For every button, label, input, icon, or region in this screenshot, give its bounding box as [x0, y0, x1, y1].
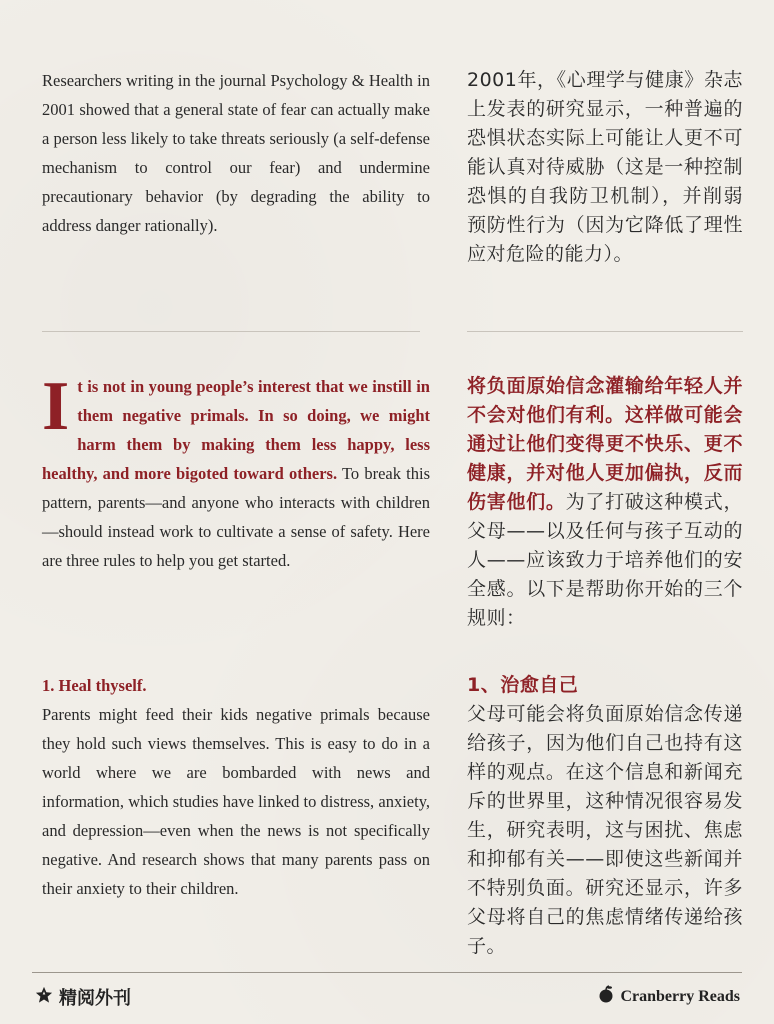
right-divider: [467, 331, 743, 332]
zh-paragraph-2: [467, 372, 743, 633]
zh-paragraph-2-body: 为了打破这种模式，父母——以及任何与孩子互动的人——应该致力于培养他们的安全感。以下是帮助你开始的三个规则：: [467, 491, 743, 629]
star-badge-icon: [35, 986, 53, 1009]
cranberry-icon: [598, 985, 614, 1008]
en-paragraph-2-highlight: t is not in young people’s interest that we instill in them negative primals. In so doing, we might harm them by making them less happy, less healthy, and more bigoted toward others.: [42, 377, 430, 483]
left-divider: [42, 331, 420, 332]
zh-paragraph-3: 父母可能会将负面原始信念传递给孩子，因为他们自己也持有这样的观点。在这个信息和新闻充斥的世界里，这种情况很容易发生，研究表明，这与困扰、焦虑和抑郁有关——即使这些新闻并不特别负面。研究还显示，许多父母将自己的焦虑情绪传递给孩子。: [467, 703, 743, 957]
en-paragraph-2: [42, 368, 430, 575]
zh-paragraph-2-highlight: 将负面原始信念灌输给年轻人并不会对他们有利。这样做可能会通过让他们变得更不快乐、更不健康，并对他人更加偏执，反而伤害他们。: [467, 375, 743, 513]
footer-divider: [32, 972, 742, 973]
drop-cap: I: [42, 368, 70, 445]
zh-paragraph-1: 2001年，《心理学与健康》杂志上发表的研究显示，一种普遍的恐惧状态实际上可能让人更不可能认真对待威胁（这是一种控制恐惧的自我防卫机制），并削弱预防性行为（因为它降低了理性应对危险的能力）。: [467, 69, 743, 265]
en-paragraph-3: Parents might feed their kids negative primals because they hold such views themselves. This is easy to do in a world where we are bombarded with news and information, which studies have linked to distress, anxiety, and depression—even when the news is not specifically negative. And research shows that many parents pass on their anxiety to their children.: [42, 705, 430, 898]
footer-brand-right: [598, 985, 740, 1008]
en-section-heading: 1. Heal thyself.: [42, 676, 147, 695]
footer-brand-left: [35, 984, 131, 1010]
footer-brand-left-text: 精阅外刊: [59, 988, 131, 1009]
footer-brand-right-text: Cranberry Reads: [620, 987, 740, 1005]
zh-section-heading: 1、治愈自己: [467, 674, 579, 696]
en-paragraph-1: Researchers writing in the journal Psychology & Health in 2001 showed that a general state of fear can actually make a person less likely to take threats seriously (a self-defense mechanism to control our fear) and undermine precautionary behavior (by degrading the ability to address danger rationally).: [42, 71, 430, 235]
en-paragraph-2-body: To break this pattern, parents—and anyone who interacts with children—should instead work to cultivate a sense of safety. Here are three rules to help you get started.: [42, 464, 430, 570]
